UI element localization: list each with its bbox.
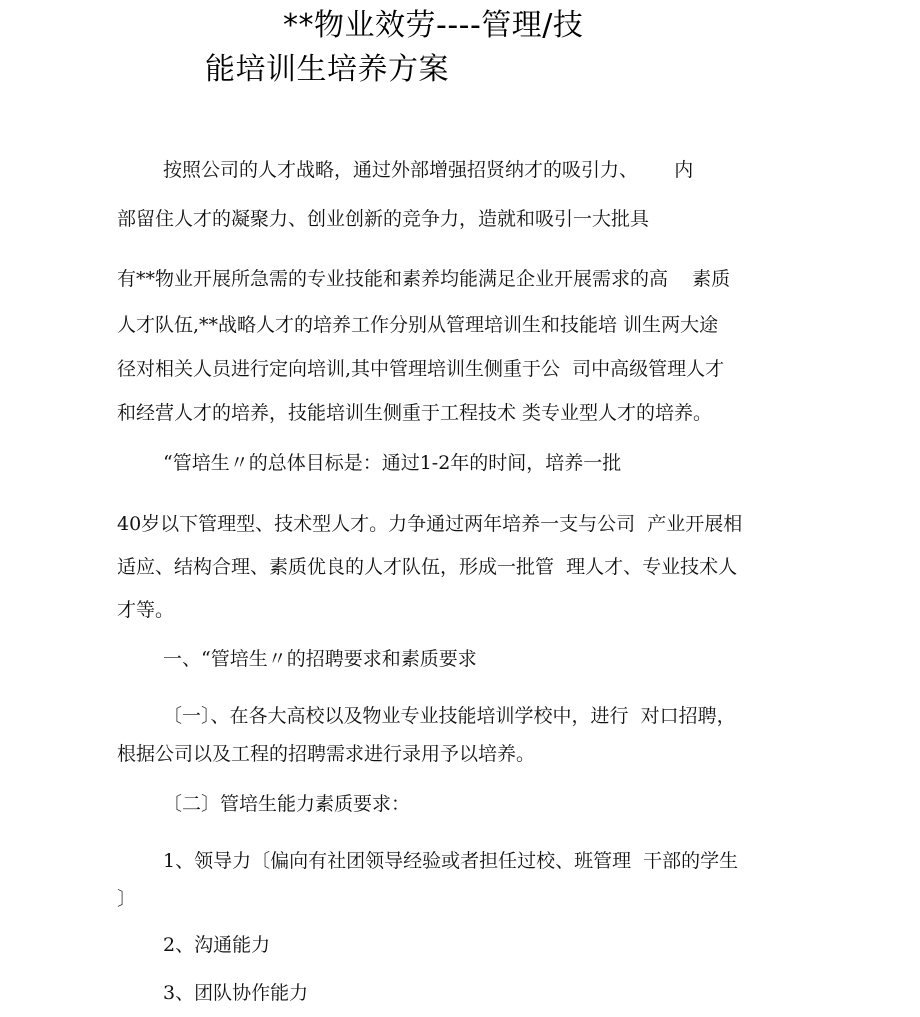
list-item: 2、沟通能力	[163, 934, 271, 956]
paragraph-line: 才等。	[117, 599, 175, 621]
paragraph-line: 部留住人才的凝聚力、创业创新的竞争力，造就和吸引一大批具	[117, 208, 650, 230]
paragraph-line: 适应、结构合理、素质优良的人才队伍，形成一批管 理人才、专业技术人	[117, 556, 738, 578]
paragraph-line: 根据公司以及工程的招聘需求进行录用予以培养。	[117, 743, 536, 765]
subsection-heading: 〔二〕管培生能力素质要求：	[163, 793, 411, 815]
paragraph-line: 有**物业开展所急需的专业技能和素养均能满足企业开展需求的高 素质	[117, 268, 731, 290]
paragraph-line: 按照公司的人才战略，通过外部增强招贤纳才的吸引力、 内	[163, 159, 694, 181]
paragraph-line: 〔一〕、在各大高校以及物业专业技能培训学校中，进行 对口招聘，	[163, 705, 736, 727]
paragraph-line: “管培生〃的总体目标是：通过1-2年的时间，培养一批	[163, 452, 622, 474]
paragraph-line: 人才队伍,**战略人才的培养工作分别从管理培训生和技能培 训生两大途	[117, 314, 719, 336]
list-item: 3、团队协作能力	[163, 982, 309, 1004]
list-item: 1、领导力〔偏向有社团领导经验或者担任过校、班管理 干部的学生	[163, 850, 739, 872]
document-title-line-1: **物业效劳----管理/技	[283, 8, 584, 43]
list-item-continuation: 〕	[117, 888, 137, 910]
paragraph-line: 和经营人才的培养，技能培训生侧重于工程技术 类专业型人才的培养。	[117, 402, 713, 424]
paragraph-line: 40岁以下管理型、技术型人才。力争通过两年培养一支与公司 产业开展相	[117, 513, 743, 535]
document-title-line-2: 能培训生培养方案	[205, 52, 449, 87]
paragraph-line: 径对相关人员进行定向培训,其中管理培训生侧重于公 司中高级管理人才	[117, 358, 725, 380]
section-heading: 一、“管培生〃的招聘要求和素质要求	[163, 648, 477, 670]
